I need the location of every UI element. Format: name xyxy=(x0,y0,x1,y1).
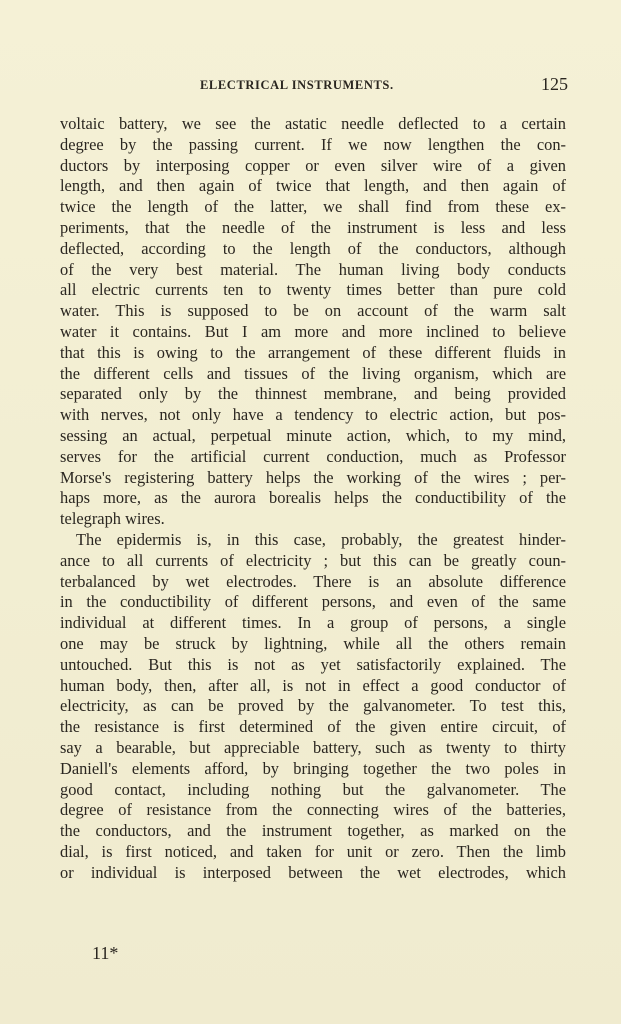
text-line: electricity, as can be proved by the galvanometer. To test this, xyxy=(60,696,566,716)
text-line: that this is owing to the arrangement of these different fluids in xyxy=(60,342,566,362)
text-line: the different cells and tissues of the living organism, which are xyxy=(60,363,566,383)
text-line: say a bearable, but appreciable battery, such as twenty to thirty xyxy=(60,737,566,757)
text-line: separated only by the thinnest membrane, and being provided xyxy=(60,384,566,404)
text-line: periments, that the needle of the instrument is less and less xyxy=(60,217,566,237)
text-line: terbalanced by wet electrodes. There is an absolute difference xyxy=(60,571,566,591)
text-line: degree of resistance from the connecting wires of the batteries, xyxy=(60,800,566,820)
running-title: ELECTRICAL INSTRUMENTS. xyxy=(200,78,394,92)
text-line: with nerves, not only have a tendency to electric action, but pos- xyxy=(60,405,566,425)
text-line: Daniell's elements afford, by bringing together the two poles in xyxy=(60,758,566,778)
text-line: twice the length of the latter, we shall find from these ex- xyxy=(60,197,566,217)
text-line: the conductors, and the instrument together, as marked on the xyxy=(60,821,566,841)
text-line: telegraph wires. xyxy=(60,509,165,529)
text-line: sessing an actual, perpetual minute action, which, to my mind, xyxy=(60,425,566,445)
text-line: all electric currents ten to twenty times better than pure cold xyxy=(60,280,566,300)
text-line: one may be struck by lightning, while all the others remain xyxy=(60,633,566,653)
page-number: 125 xyxy=(541,74,568,94)
signature-mark: 11* xyxy=(92,943,119,963)
running-head xyxy=(60,74,568,96)
text-line: ance to all currents of electricity ; but this can be greatly coun- xyxy=(60,550,566,570)
text-line: voltaic battery, we see the astatic needle deflected to a certain xyxy=(60,114,566,133)
text-line: degree by the passing current. If we now lengthen the con- xyxy=(60,134,566,154)
body-text xyxy=(60,114,566,883)
text-line: good contact, including nothing but the galvanometer. The xyxy=(60,779,566,799)
text-line: dial, is first noticed, and taken for unit or zero. Then the limb xyxy=(60,841,566,861)
text-line: deflected, according to the length of the conductors, although xyxy=(60,238,566,258)
text-line: untouched. But this is not as yet satisfactorily explained. The xyxy=(60,654,566,674)
text-line: in the conductibility of different persons, and even of the same xyxy=(60,592,566,612)
text-line: length, and then again of twice that length, and then again of xyxy=(60,176,566,196)
text-line: of the very best material. The human living body conducts xyxy=(60,259,566,279)
text-line: water it contains. But I am more and more inclined to believe xyxy=(60,321,566,341)
text-line: water. This is supposed to be on account of the warm salt xyxy=(60,301,566,321)
text-line: the resistance is first determined of the given entire circuit, of xyxy=(60,717,566,737)
text-line: or individual is interposed between the wet electrodes, which xyxy=(60,862,566,882)
text-line: ductors by interposing copper or even silver wire of a given xyxy=(60,155,566,175)
text-line: serves for the artificial current conduction, much as Professor xyxy=(60,446,566,466)
text-line: individual at different times. In a group of persons, a single xyxy=(60,613,566,633)
text-line: human body, then, after all, is not in effect a good conductor of xyxy=(60,675,566,695)
text-line: haps more, as the aurora borealis helps the conductibility of the xyxy=(60,488,566,508)
text-line: Morse's registering battery helps the working of the wires ; per- xyxy=(60,467,566,487)
text-line: The epidermis is, in this case, probably, the greatest hinder- xyxy=(76,529,566,549)
